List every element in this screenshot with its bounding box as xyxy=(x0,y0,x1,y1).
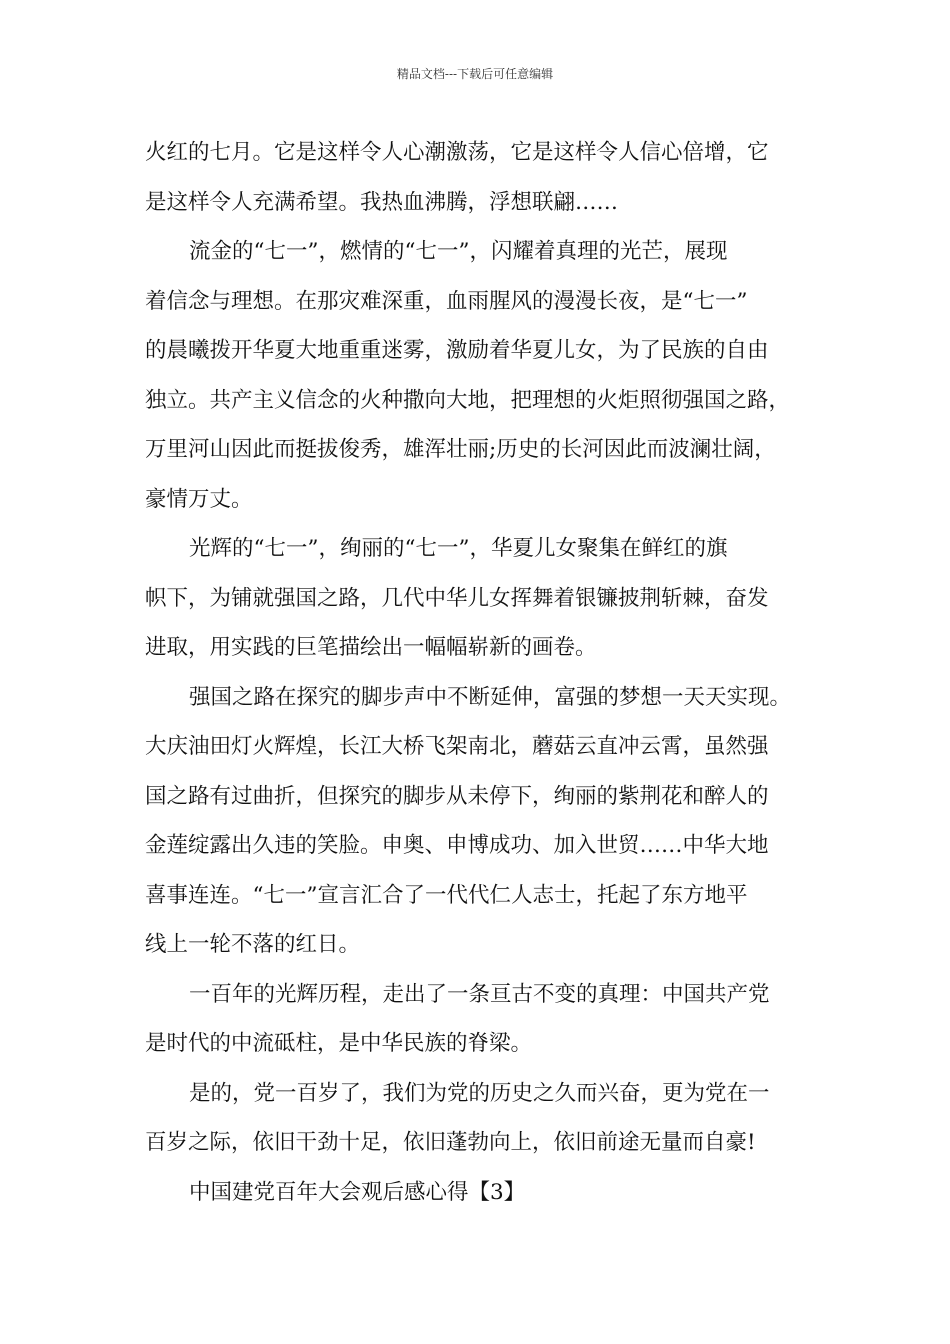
text-line: 万里河山因此而挺拔俊秀，雄浑壮丽;历史的长河因此而波澜壮阔， xyxy=(145,437,776,462)
text-line: 光辉的“七一”，绚丽的“七一”，华夏儿女聚集在鲜红的旗 xyxy=(189,536,728,561)
document-body xyxy=(145,128,810,1217)
paragraph-6 xyxy=(145,1069,810,1168)
text-line: 帜下，为铺就强国之路，几代中华儿女挥舞着银镰披荆斩棘，奋发 xyxy=(145,585,769,611)
text-line: 火红的七月。它是这样令人心潮激荡，它是这样令人信心倍增，它 xyxy=(145,140,769,165)
section-heading xyxy=(145,1168,810,1218)
text-line: 强国之路在探究的脚步声中不断延伸，富强的梦想一天天实现。 xyxy=(189,684,792,710)
paragraph-4 xyxy=(145,673,810,970)
text-line: 豪情万丈。 xyxy=(145,486,253,512)
paragraph-3 xyxy=(145,524,810,673)
text-line: 独立。共产主义信念的火种撒向大地，把理想的火炬照彻强国之路， xyxy=(145,387,791,413)
text-line: 的晨曦拨开华夏大地重重迷雾，激励着华夏儿女，为了民族的自由 xyxy=(145,338,769,363)
text-line: 线上一轮不落的红日。 xyxy=(145,932,361,957)
text-line: 是的，党一百岁了，我们为党的历史之久而兴奋，更为党在一 xyxy=(189,1080,770,1106)
text-line: 一百年的光辉历程，走出了一条亘古不变的真理：中国共产党 xyxy=(189,981,770,1007)
text-line: 百岁之际，依旧干劲十足，依旧蓬勃向上，依旧前途无量而自豪! xyxy=(145,1130,756,1155)
page-header: 精品文档---下载后可任意编辑 xyxy=(396,67,554,81)
text-line: 进取，用实践的巨笔描绘出一幅幅崭新的画卷。 xyxy=(145,635,597,660)
text-line: 流金的“七一”，燃情的“七一”，闪耀着真理的光芒，展现 xyxy=(189,239,728,264)
text-line: 喜事连连。“七一”宣言汇合了一代代仁人志士，托起了东方地平 xyxy=(145,882,748,908)
text-line: 大庆油田灯火辉煌，长江大桥飞架南北，蘑菇云直冲云霄，虽然强 xyxy=(145,734,769,759)
text-line: 中国建党百年大会观后感心得【3】 xyxy=(189,1179,526,1205)
text-line: 金莲绽露出久违的笑脸。申奥、申博成功、加入世贸……中华大地 xyxy=(145,833,769,858)
text-line: 国之路有过曲折，但探究的脚步从未停下，绚丽的紫荆花和醉人的 xyxy=(145,783,769,809)
paragraph-1 xyxy=(145,128,810,227)
paragraph-2 xyxy=(145,227,810,524)
text-line: 着信念与理想。在那灾难深重，血雨腥风的漫漫长夜，是“七一” xyxy=(145,288,748,314)
text-line: 是时代的中流砥柱，是中华民族的脊梁。 xyxy=(145,1031,533,1056)
paragraph-5 xyxy=(145,970,810,1069)
text-line: 是这样令人充满希望。我热血沸腾，浮想联翩…… xyxy=(145,189,619,215)
